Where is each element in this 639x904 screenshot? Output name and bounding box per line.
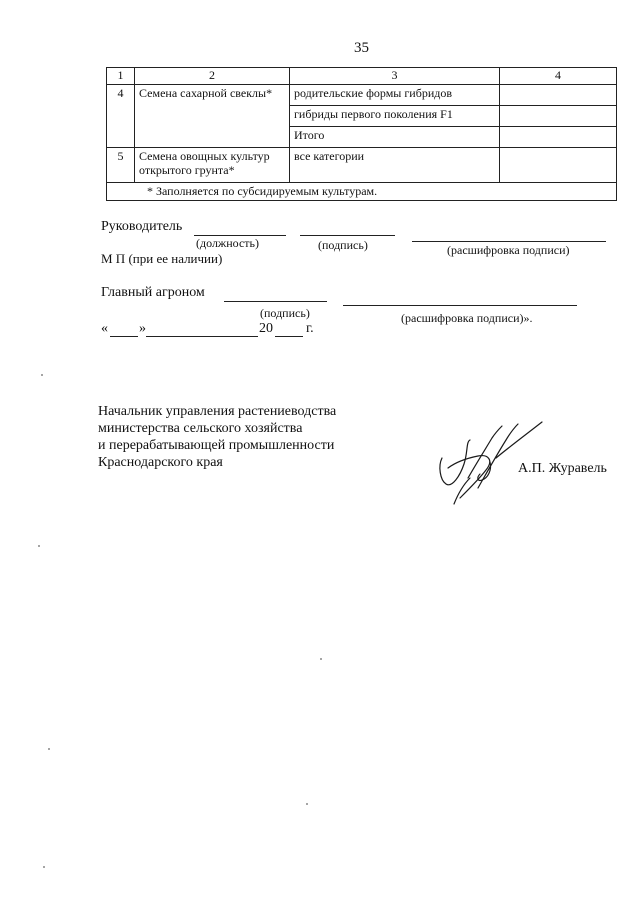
agronomist-decoding-caption: (расшифровка подписи)». [401,311,533,325]
page-number: 35 [354,40,369,56]
agronomist-label: Главный агроном [101,285,205,300]
row-number: 5 [107,148,135,183]
header-cell-2: 2 [135,68,290,85]
scan-speck [43,866,45,868]
row-number: 4 [107,85,135,148]
category-cell: все категории [290,148,500,183]
value-cell [500,106,617,127]
scan-speck [48,748,50,750]
agronomist-signature-caption: (подпись) [260,306,310,320]
category-cell: Итого [290,127,500,148]
approver-line: и перерабатывающей промышленности [98,438,335,453]
agronomist-signature-line [224,301,327,302]
approver-name: А.П. Журавель [518,461,607,476]
value-cell [500,85,617,106]
decoding-caption: (расшифровка подписи) [447,243,570,257]
date-year-suffix: г. [306,321,314,336]
value-cell [500,148,617,183]
scan-speck [320,658,322,660]
scan-speck [306,803,308,805]
date-close-quote: » [139,321,146,336]
category-cell: родительские формы гибридов [290,85,500,106]
scan-speck [38,545,40,547]
stamp-note: М П (при ее наличии) [101,251,223,266]
footnote: * Заполняется по субсидируемым культурам. [107,183,617,201]
table-header-row [107,68,617,85]
value-cell [500,127,617,148]
head-label: Руководитель [101,219,183,234]
agronomist-decoding-line [343,305,577,306]
table-row [107,85,617,106]
approver-line: министерства сельского хозяйства [98,421,303,436]
decoding-line [412,241,606,242]
category-cell: гибриды первого поколения F1 [290,106,500,127]
crops-table [106,67,617,201]
approver-line: Начальник управления растениеводства [98,404,337,419]
date-day-line [110,336,138,337]
header-cell-1: 1 [107,68,135,85]
crop-name: Семена сахарной свеклы* [135,85,290,148]
signature-caption: (подпись) [318,238,368,252]
table-row [107,148,617,183]
date-year-prefix: 20 [259,321,273,336]
date-open-quote: « [101,321,108,336]
scan-speck [41,374,43,376]
header-cell-4: 4 [500,68,617,85]
footnote-row [107,183,617,201]
signature-line [300,235,395,236]
crop-name: Семена овощных культур открытого грунта* [135,148,290,183]
header-cell-3: 3 [290,68,500,85]
date-month-line [146,336,258,337]
position-caption: (должность) [196,236,259,250]
date-year-line [275,336,303,337]
approver-title [98,403,336,471]
approver-line: Краснодарского края [98,455,223,470]
